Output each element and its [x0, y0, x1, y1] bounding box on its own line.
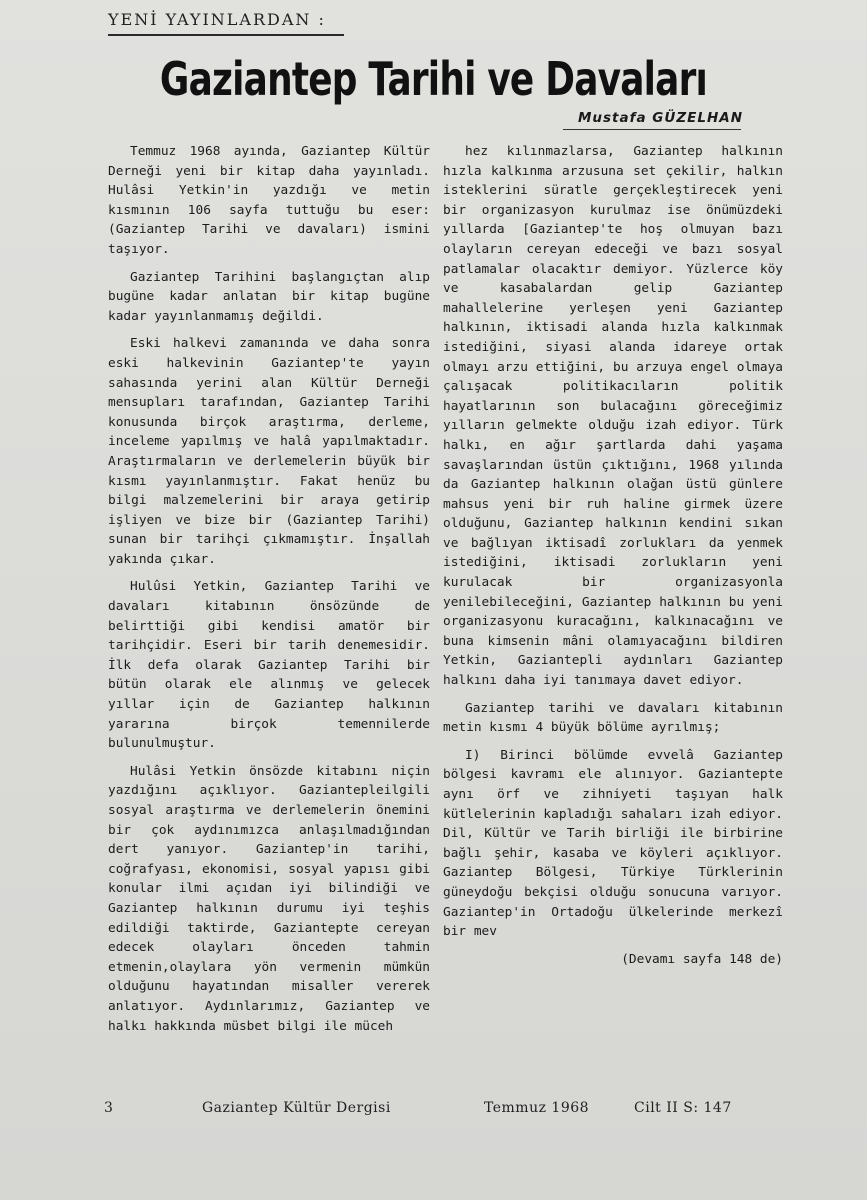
- paragraph: Hulûsi Yetkin, Gaziantep Tarihi ve davaları kitabının önsözünde de belirttiği gibi kendisi amatör bir tarihçidir. Eseri bir tarih denemesidir. İlk defa olarak Gaziantep Tarihi bir bütün olarak ele alınmış ve gelecek yıllar için de Gaziantep halkının yararına birçok temennilerde bulunulmuştur.: [108, 579, 430, 752]
- paragraph: Gaziantep Tarihini başlangıçtan alıp bugüne kadar anlatan bir kitap bugüne kadar yayınlanmamış değildi.: [108, 269, 430, 324]
- page-number: 3: [104, 1100, 113, 1116]
- issue-volume: Cilt II S: 147: [634, 1100, 732, 1116]
- article-title: Gaziantep Tarihi ve Davaları: [159, 52, 708, 106]
- paragraph: Eski halkevi zamanında ve daha sonra eski halkevinin Gaziantep'te yayın sahasında yerini alan Kültür Derneği mensupları tarafından, Gaziantep Tarihi konusunda birçok araştırma, derleme, inceleme yapılmış ve halâ yapılmaktadır. Araştırmaların ve derlemelerin büyük bir kısmı yayınlanmıştır. Fakat henüz bu bilgi malzemelerini bir araya getirip işliyen ve bize bir (Gaziantep Tarihi) sunan bir tarihçi çıkmamıştır. İnşallah yakında çıkar.: [108, 336, 430, 567]
- author-underline: [563, 129, 741, 130]
- section-underline: [108, 34, 344, 36]
- section-label: YENİ YAYINLARDAN :: [108, 10, 326, 29]
- paragraph: Gaziantep tarihi ve davaları kitabının metin kısmı 4 büyük bölüme ayrılmış;: [443, 700, 783, 736]
- article-author: Mustafa GÜZELHAN: [577, 110, 743, 126]
- right-column: [443, 142, 783, 977]
- paragraph: Hulâsi Yetkin önsözde kitabını niçin yazdığını açıklıyor. Gaziantepleilgili sosyal araştırma ve derlemelerin önemini bir çok aydınımızca anlaşılmadığından dert yanıyor. Gaziantep'in tarihi, coğrafyası, ekonomisi, sosyal yapısı gibi konular ilmi açıdan iyi bilindiği ve Gaziantep halkının durumu iyi teşhis edildiği taktirde, Gaziantepte cereyan edecek olayları önceden tahmin etmenin,olaylara yön vermenin mümkün olduğunu hayatından misaller vererek anlatıyor. Aydınlarımız, Gaziantep ve halkı hakkında müsbet bilgi ile müceh: [108, 763, 430, 1034]
- magazine-name: Gaziantep Kültür Dergisi: [202, 1100, 391, 1116]
- issue-date: Temmuz 1968: [484, 1100, 590, 1116]
- paragraph: I) Birinci bölümde evvelâ Gaziantep bölgesi kavramı ele alınıyor. Gaziantepte aynı örf ve zihniyeti taşıyan halk kütlelerinin kapladığı sahaları izah ediyor. Dil, Kültür ve Tarih birliği ile birbirine bağlı şehir, kasaba ve köyleri açıklıyor. Gaziantep Bölgesi, Türkiye Türklerinin güneydoğu bekçisi olduğu sonucuna varıyor. Gaziantep'in Ortadoğu ülkelerinde merkezî bir mev: [443, 747, 783, 940]
- paragraph: hez kılınmazlarsa, Gaziantep halkının hızla kalkınma arzusuna set çekilir, halkın isteklerini süratle gerçekleştirecek yeni bir organizasyon kurulmaz ise önümüzdeki yıllarda [Gaziantep'te hoş olmuyan bazı olayların cereyan edeceği ve bazı sosyal patlamalar olacaktır demiyor. Yüzlerce köy ve kasabalardan gelip Gaziantep mahallelerine yerleşen yeni Gaziantep halkının, iktisadi alanda hızla kalkınmak istediğini, siyasi alanda idareye ortak olmayı arzu ettiğini, bu arzuya engel olmaya çalışacak politikacıların politik hayatlarının son bulacağını göreceğimiz yılların gelmekte olduğu izah ediyor. Türk halkı, en ağır şartlarda dahi yaşama savaşlarından üstün çıktığını, 1968 yılında da Gaziantep halkının olağan üstü günlere mahsus yeni bir ruh haline girmek üzere olduğunu, Gaziantep halkının kendini sıkan ve bağlıyan iktisadî zorlukları da yenmek istediğini, iktisadi zorlukların yeni kurulacak bir organizasyonla yenilebileceğini, Gaziantep halkının bu yeni organizasyonu kuracağını, kalkınacağını ve buna kimsenin mâni olamıyacağını bildiren Yetkin, Gaziantepli aydınları Gaziantep halkını daha iyi tanımaya davet ediyor.: [443, 144, 783, 689]
- left-column: [108, 142, 430, 1044]
- continued-note: (Devamı sayfa 148 de): [621, 951, 783, 967]
- paragraph: Temmuz 1968 ayında, Gaziantep Kültür Derneği yeni bir kitap daha yayınladı. Hulâsi Yetkin'in yazdığı ve metin kısmının 106 sayfa tuttuğu bu eser: (Gaziantep Tarihi ve davaları) ismini taşıyor.: [108, 144, 430, 257]
